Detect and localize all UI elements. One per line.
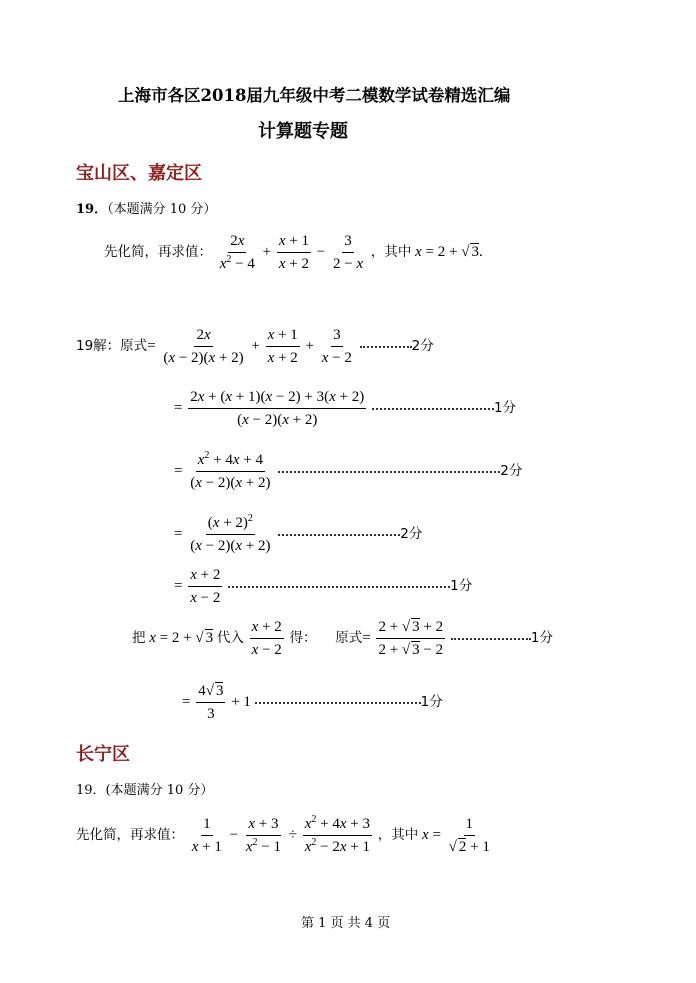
fraction: $\frac{x^2 + 4x + 4}{(x - 2)(x + 2)}$ — [190, 450, 271, 491]
fraction: $\frac{1}{x + 1}$ — [191, 816, 222, 855]
question-expression: 先化简，再求值： $\frac{1}{x + 1}$ − $\frac{x + 3}{x^2 - 1}$ ÷ $\frac{x^2 + 4x + 3}{x^2 - 2x + 1}$ ，其中 x = $\frac{1}{√ 2 + 1}$ — [76, 814, 490, 855]
dot-leader — [278, 470, 500, 473]
step-points: 1分 — [450, 577, 473, 594]
step-points: 1分 — [493, 399, 517, 416]
solution-label: 19解：原式 — [76, 337, 148, 354]
step-points: 1分 — [530, 629, 553, 646]
step-points: 2分 — [500, 462, 523, 479]
question-expression: 先化简，再求值： $\frac{2x}{x^2 - 4}$ + $\frac{x + 1}{x + 2}$ − $\frac{3}{2 - x}$ ，其中 x = 2 + √ 3. — [104, 233, 483, 272]
fraction: $\frac{x^2 + 4x + 3}{x^2 - 2x + 1}$ — [304, 814, 371, 855]
fraction: $\frac{4√ 3}{3}$ — [198, 683, 224, 722]
dot-leader — [372, 407, 494, 410]
question-number: 19． — [76, 202, 108, 217]
question-prompt: 先化简，再求值： — [76, 826, 184, 843]
fraction: $\frac{x + 2}{x - 2}$ — [251, 619, 282, 658]
fraction: $\frac{x + 3}{x^2 - 1}$ — [245, 816, 281, 855]
page-footer: 第 1 页 共 4 页 — [301, 916, 391, 931]
question-header — [76, 198, 216, 217]
fraction: $\frac{2 + √ 3 + 2}{2 + √ 3 - 2}$ — [378, 619, 444, 658]
section-heading-baoshan-jiading: 宝山区、嘉定区 — [76, 163, 202, 184]
fraction: $\frac{2x}{x^2 - 4}$ — [219, 233, 255, 272]
solution-step-4: = $\frac{(x + 2)^2}{(x - 2)(x + 2)}$ 2分 — [174, 513, 423, 554]
document-title: 上海市各区2018届九年级中考二模数学试卷精选汇编 — [118, 86, 511, 105]
fraction: $\frac{3}{x - 2}$ — [321, 327, 352, 366]
question-header — [76, 779, 213, 798]
step-points: 2分 — [411, 337, 434, 354]
section-heading-changning: 长宁区 — [76, 744, 130, 765]
solution-step-7: = $\frac{4√ 3}{3}$ + 1 1分 — [182, 683, 443, 722]
dot-leader — [255, 701, 421, 704]
step-points: 2分 — [400, 525, 423, 542]
solution-step-3: = $\frac{x^2 + 4x + 4}{(x - 2)(x + 2)}$ 2分 — [174, 450, 523, 491]
fraction: $\frac{2x + (x + 1)(x - 2) + 3(x + 2)}{(x - 2)(x + 2)}$ — [190, 389, 365, 428]
fraction: $\frac{3}{2 - x}$ — [332, 233, 364, 272]
step-points: 1分 — [420, 693, 443, 710]
fraction: $\frac{x + 1}{x + 2}$ — [267, 327, 298, 366]
fraction: $\frac{2x}{(x - 2)(x + 2)}$ — [163, 327, 244, 366]
question-given: ，其中 — [370, 243, 412, 260]
dot-leader — [228, 585, 450, 588]
question-points: （本题满分 10 分） — [107, 202, 217, 217]
dot-leader — [360, 345, 412, 348]
question-points: (本题满分 10 分） — [105, 783, 214, 798]
solution-step-6: 把 x = 2 + √ 3 代入 $\frac{x + 2}{x - 2}$ 得： 原式= $\frac{2 + √ 3 + 2}{2 + √ 3 - 2}$ 1分 — [132, 619, 553, 658]
fraction: $\frac{(x + 2)^2}{(x - 2)(x + 2)}$ — [190, 513, 271, 554]
fraction: $\frac{x + 1}{x + 2}$ — [278, 233, 309, 272]
solution-step-5: = $\frac{x + 2}{x - 2}$ 1分 — [174, 567, 473, 606]
dot-leader — [278, 533, 400, 536]
question-given: ，其中 — [377, 826, 419, 843]
question-number: 19． — [76, 783, 106, 798]
document-subtitle: 计算题专题 — [258, 121, 348, 142]
solution-step-2: = $\frac{2x + (x + 1)(x - 2) + 3(x + 2)}{(x - 2)(x + 2)}$ 1分 — [174, 389, 517, 428]
fraction: $\frac{1}{√ 2 + 1}$ — [448, 816, 490, 855]
solution-step-1: 19解：原式= $\frac{2x}{(x - 2)(x + 2)}$ + $\frac{x + 1}{x + 2}$ + $\frac{3}{x - 2}$ 2分 — [76, 327, 434, 366]
dot-leader — [451, 637, 531, 640]
fraction: $\frac{x + 2}{x - 2}$ — [190, 567, 221, 606]
question-prompt: 先化简，再求值： — [104, 243, 212, 260]
